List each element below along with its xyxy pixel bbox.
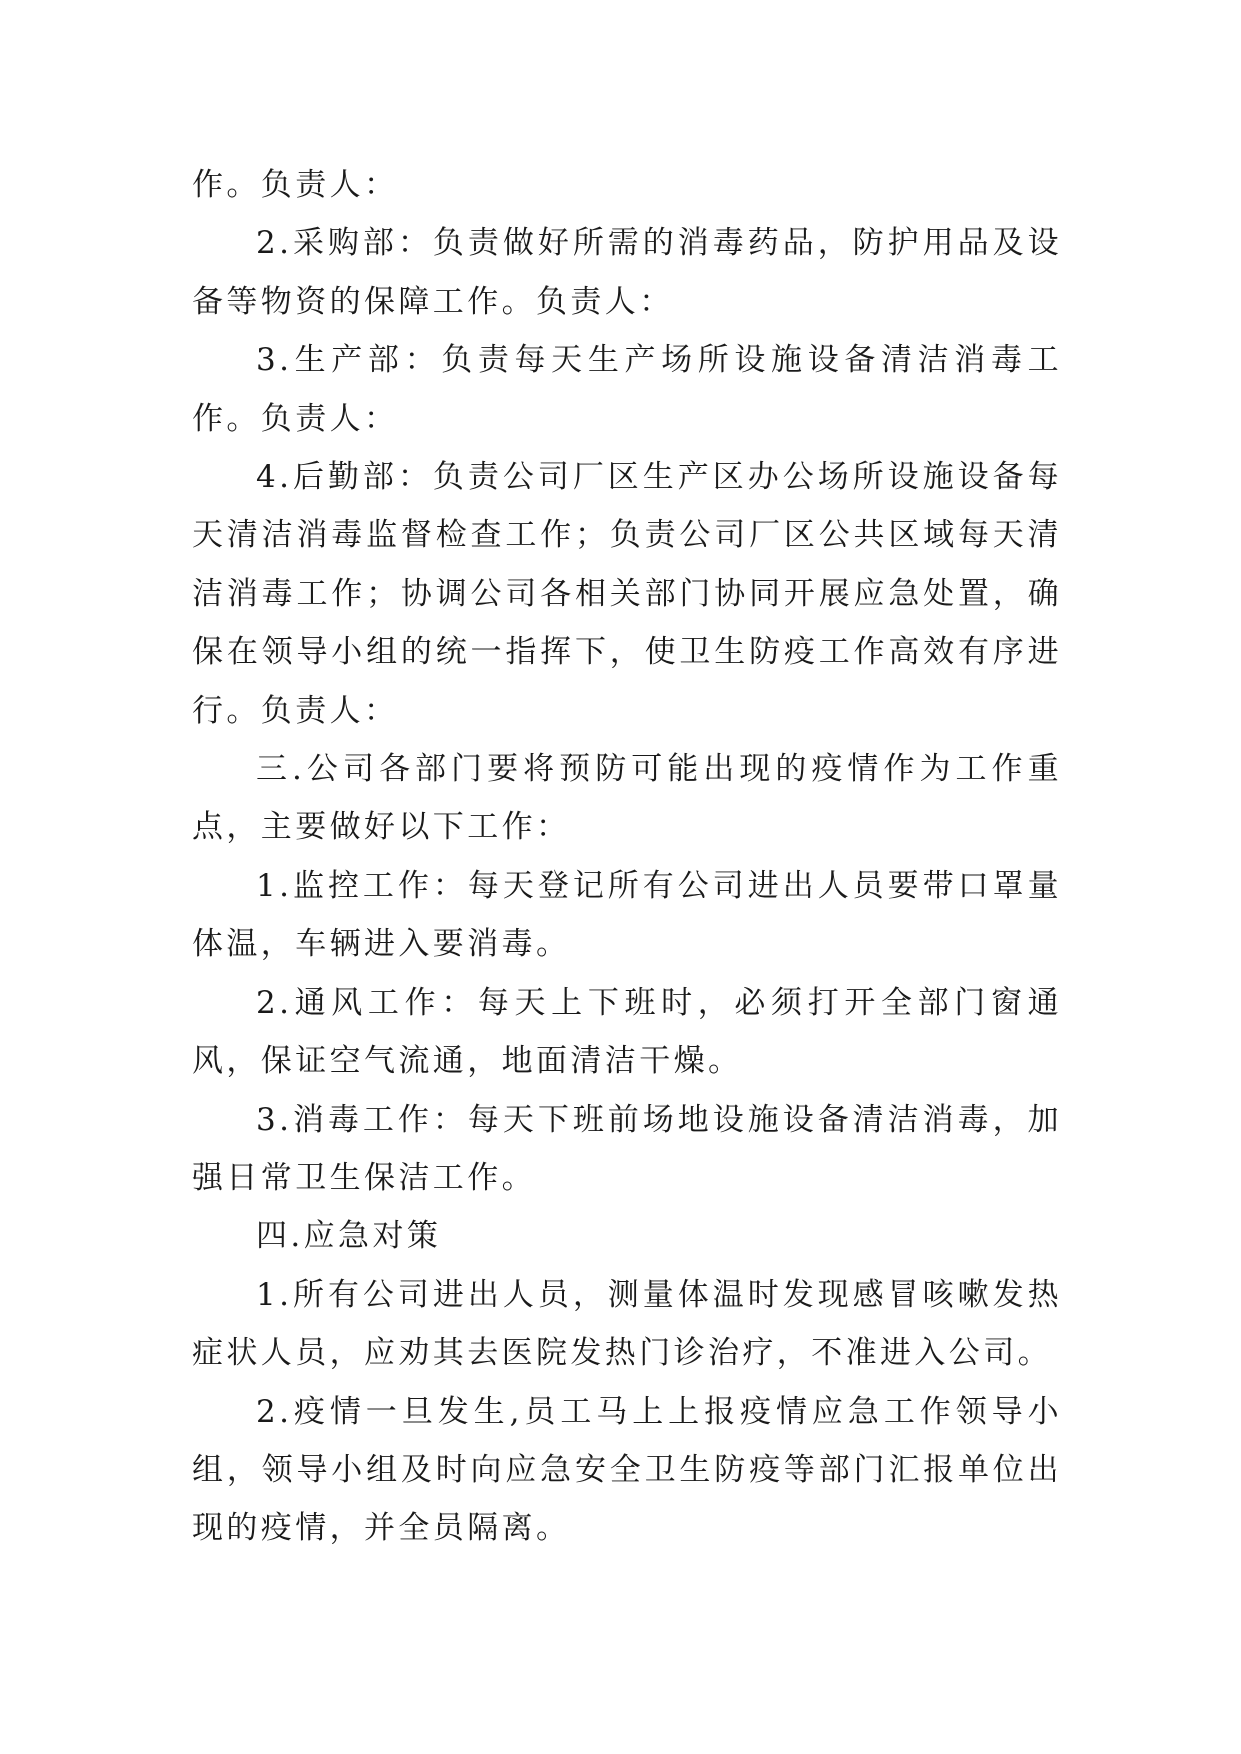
paragraph-logistics-dept: 4.后勤部：负责公司厂区生产区办公场所设施设备每天清洁消毒监督检查工作；负责公司厂区公共区域每天清洁消毒工作；协调公司各相关部门协同开展应急处置，确保在领导小组的统一指挥下，使卫生防疫工作高效有序进行。负责人： [192, 459, 1062, 729]
paragraph-continuation: 作。负责人： [192, 167, 399, 203]
paragraph-production-dept: 3.生产部：负责每天生产场所设施设备清洁消毒工作。负责人： [192, 342, 1062, 437]
section-heading-four: 四.应急对策 [256, 1218, 442, 1255]
paragraph-ventilation: 2.通风工作：每天上下班时，必须打开全部门窗通风，保证空气流通，地面清洁干燥。 [192, 984, 1062, 1080]
paragraph-screening: 1.所有公司进出人员，测量体温时发现感冒咳嗽发热症状人员，应劝其去医院发热门诊治疗，不准进入公司。 [192, 1276, 1062, 1372]
paragraph-outbreak-report: 2.疫情一旦发生,员工马上上报疫情应急工作领导小组，领导小组及时向应急安全卫生防疫等部门汇报单位出现的疫情，并全员隔离。 [192, 1393, 1062, 1547]
document-body [192, 156, 1062, 1558]
paragraph-purchasing-dept: 2.采购部：负责做好所需的消毒药品，防护用品及设备等物资的保障工作。负责人： [192, 225, 1062, 320]
paragraph-monitoring: 1.监控工作：每天登记所有公司进出人员要带口罩量体温，车辆进入要消毒。 [192, 867, 1062, 963]
section-heading-three: 三.公司各部门要将预防可能出现的疫情作为工作重点，主要做好以下工作： [192, 751, 1062, 846]
paragraph-disinfection: 3.消毒工作：每天下班前场地设施设备清洁消毒，加强日常卫生保洁工作。 [192, 1101, 1062, 1196]
